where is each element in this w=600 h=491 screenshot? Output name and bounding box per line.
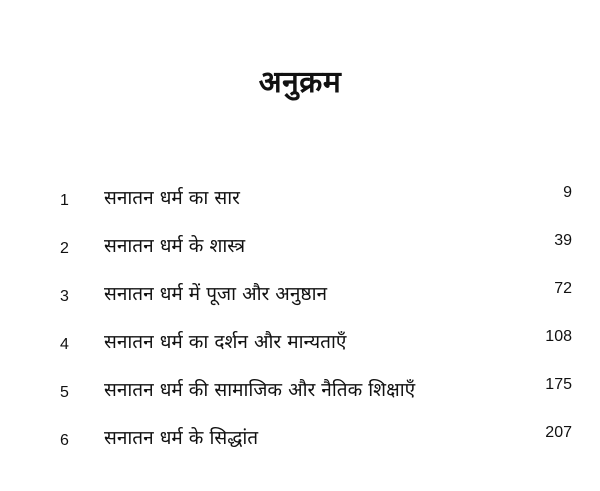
toc-entry-title: सनातन धर्म के सिद्धांत <box>104 427 259 449</box>
toc-entry-page: 9 <box>563 184 572 201</box>
toc-entry-number: 5 <box>60 384 69 401</box>
toc-entry-title: सनातन धर्म की सामाजिक और नैतिक शिक्षाएँ <box>104 379 416 401</box>
toc-entry-number: 4 <box>60 336 69 353</box>
toc-entry-number: 6 <box>60 432 69 449</box>
toc-entry-page: 72 <box>554 280 572 297</box>
toc-entry-5 <box>0 370 600 418</box>
toc-entry-title: सनातन धर्म में पूजा और अनुष्ठान <box>104 283 328 305</box>
toc-entry-number: 1 <box>60 192 69 209</box>
toc-entry-title: सनातन धर्म के शास्त्र <box>104 235 246 257</box>
toc-entry-4 <box>0 322 600 370</box>
toc-entry-page: 175 <box>545 376 572 393</box>
toc-entry-page: 108 <box>545 328 572 345</box>
toc-entry-title: सनातन धर्म का दर्शन और मान्यताएँ <box>104 331 347 353</box>
table-of-contents <box>0 178 600 466</box>
toc-entry-2 <box>0 226 600 274</box>
toc-entry-number: 3 <box>60 288 69 305</box>
toc-entry-1 <box>0 178 600 226</box>
toc-entry-page: 39 <box>554 232 572 249</box>
toc-entry-number: 2 <box>60 240 69 257</box>
toc-entry-page: 207 <box>545 424 572 441</box>
toc-entry-title: सनातन धर्म का सार <box>104 187 240 209</box>
page-title: अनुक्रम <box>258 65 342 100</box>
toc-entry-3 <box>0 274 600 322</box>
toc-entry-6 <box>0 418 600 466</box>
